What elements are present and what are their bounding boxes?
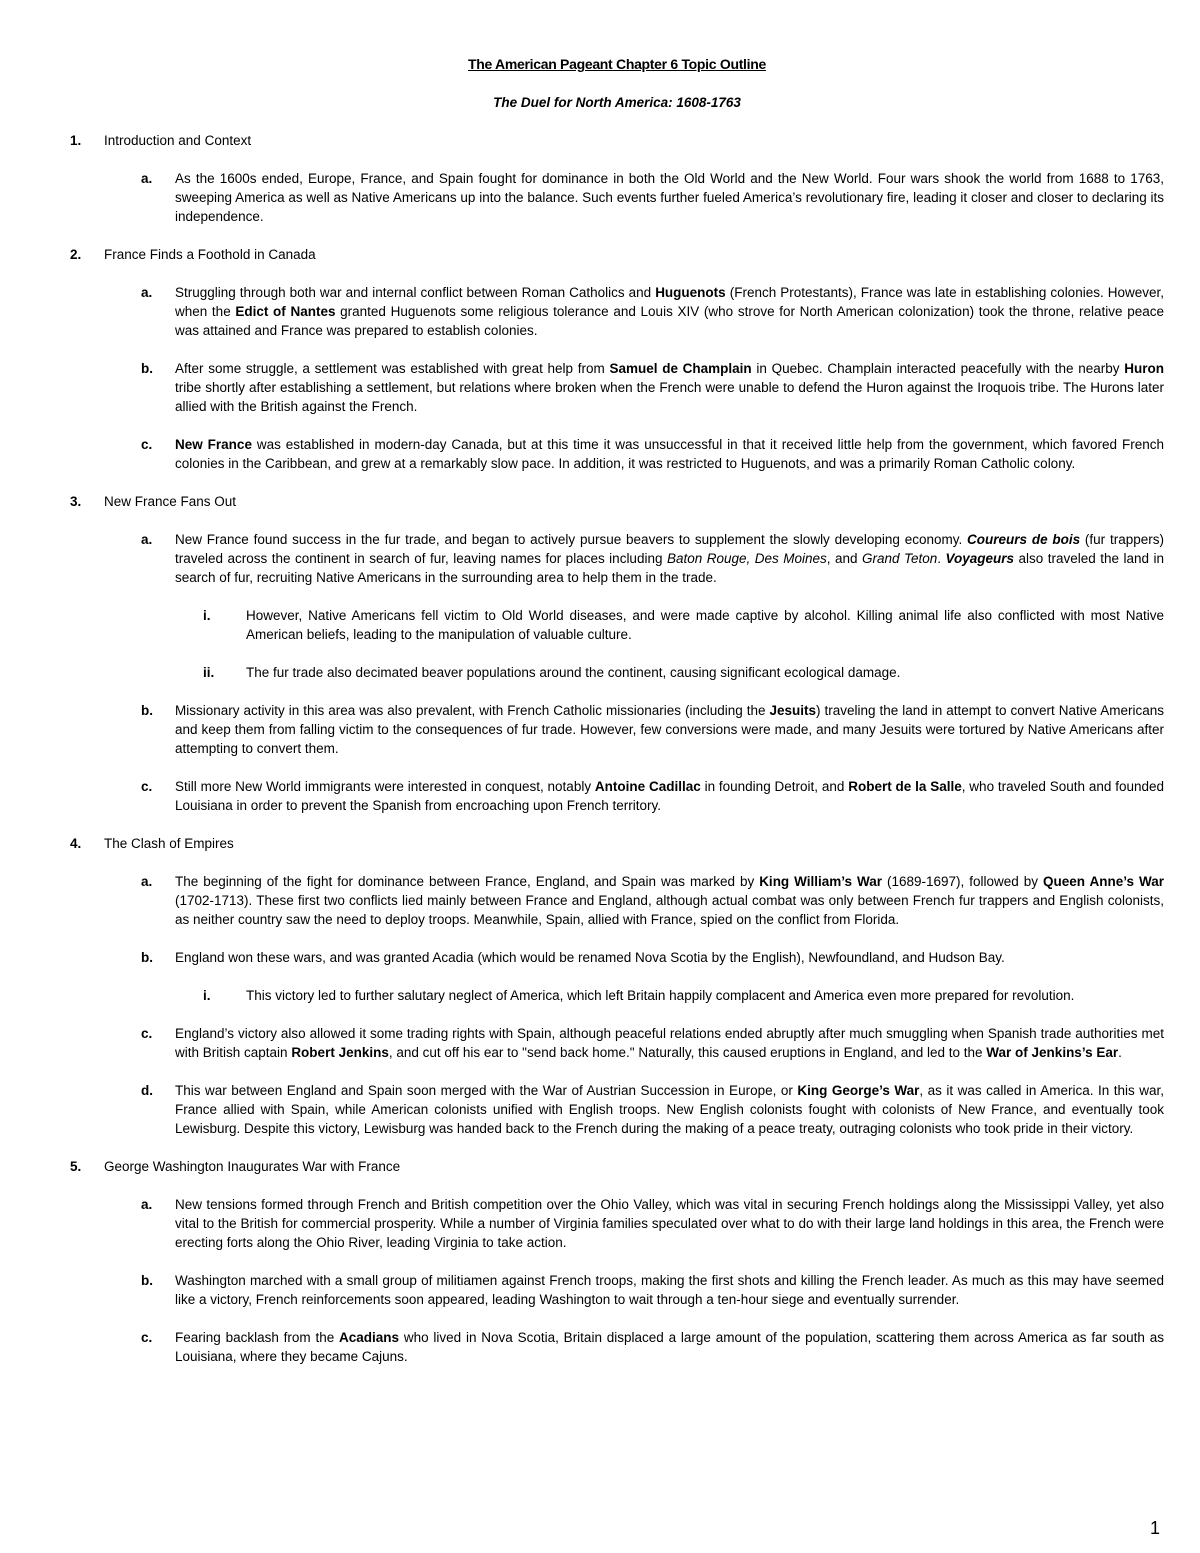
- item-label: c.: [141, 779, 153, 794]
- item-text: [175, 283, 1164, 340]
- text-run: (1689-1697), followed by: [882, 874, 1044, 889]
- outline-section: [70, 492, 1164, 511]
- bold-term: Huron: [1124, 361, 1164, 376]
- subitem-text: The fur trade also decimated beaver populations around the continent, causing significant ecological damage.: [246, 665, 901, 680]
- section-title: France Finds a Foothold in Canada: [104, 247, 316, 262]
- bold-term: Jesuits: [769, 703, 816, 718]
- outline-subitem: [201, 663, 1164, 682]
- outline-section: [70, 1157, 1164, 1176]
- item-label: a.: [141, 285, 153, 300]
- item-text: [175, 701, 1164, 758]
- outline-subitem: [201, 606, 1164, 644]
- text-run: Struggling through both war and internal conflict between Roman Catholics and: [175, 285, 656, 300]
- text-run: This war between England and Spain soon merged with the War of Austrian Succession in Europe, or: [175, 1083, 798, 1098]
- item-text: [175, 872, 1164, 929]
- item-text: [175, 777, 1164, 815]
- section-number: 5.: [70, 1159, 82, 1174]
- text-run: tribe shortly after establishing a settlement, but relations where broken when the French were unable to defend the Huron against the Iroquois tribe. The Hurons later allied with the British against the French.: [175, 380, 1164, 414]
- bold-term: Voyageurs: [945, 551, 1014, 566]
- bold-term: New France: [175, 437, 252, 452]
- section-title: The Clash of Empires: [104, 836, 234, 851]
- outline-item: [141, 169, 1164, 226]
- outline-item: [141, 1024, 1164, 1062]
- subitem-text: However, Native Americans fell victim to Old World diseases, and were made captive by alcohol. Killing animal life also conflicted with most Native American beliefs, leading to the manipulation of valuable culture.: [246, 608, 1164, 642]
- subitem-text: This victory led to further salutary neglect of America, which left Britain happily complacent and America even more prepared for revolution.: [246, 988, 1075, 1003]
- bold-term: Robert Jenkins: [291, 1045, 389, 1060]
- outline-section: [70, 131, 1164, 150]
- item-text: [175, 1271, 1164, 1309]
- text-run: Missionary activity in this area was also prevalent, with French Catholic missionaries (including the: [175, 703, 770, 718]
- text-run: (French Protestants), France was late in establishing colonies. However, when the: [175, 285, 1164, 319]
- item-text: [175, 1195, 1164, 1252]
- item-text: [175, 1081, 1164, 1138]
- text-run: As the 1600s ended, Europe, France, and Spain fought for dominance in both the Old World and the New World. Four wars shook the world from 1688 to 1763, sweeping America as well as Native Americans up into the balance. Such events further fueled America’s revolutionary fire, leading it closer and closer to declaring its independence.: [175, 171, 1164, 224]
- item-label: b.: [141, 1273, 153, 1288]
- section-number: 1.: [70, 133, 82, 148]
- bold-term: Acadians: [339, 1330, 400, 1345]
- item-text: [175, 1024, 1164, 1062]
- section-number: 4.: [70, 836, 82, 851]
- text-run: New tensions formed through French and British competition over the Ohio Valley, which was vital in securing French holdings along the Mississippi Valley, yet also vital to the British for commercial prosperity. While a number of Virginia families speculated over what to do with their large land holdings in this area, the French were erecting forts along the Ohio River, leading Virginia to take action.: [175, 1197, 1164, 1250]
- bold-term: Queen Anne’s War: [1043, 874, 1164, 889]
- text-run: who lived in Nova Scotia, Britain displaced a large amount of the population, scattering them across America as far south as Louisiana, where they became Cajuns.: [175, 1330, 1164, 1364]
- text-run: , as it was called in America. In this war, France allied with Spain, while American colonists unified with English troops. New English colonists fought with colonists of New France, and eventually took Lewisburg. Despite this victory, Lewisburg was handed back to the French during the making of a peace treaty, outraging colonists who took pride in their victory.: [175, 1083, 1164, 1136]
- outline-item: [141, 872, 1164, 929]
- bold-term: Samuel de Champlain: [609, 361, 752, 376]
- item-label: c.: [141, 1026, 153, 1041]
- item-label: b.: [141, 361, 153, 376]
- topic-outline: [70, 131, 1164, 1366]
- text-run: New France found success in the fur trade, and began to actively pursue beavers to supplement the slowly developing economy.: [175, 532, 968, 547]
- text-run: The beginning of the fight for dominance between France, England, and Spain was marked by: [175, 874, 760, 889]
- page-number: 1: [1150, 1518, 1161, 1538]
- outline-item: [141, 1081, 1164, 1138]
- bold-term: Coureurs de bois: [967, 532, 1081, 547]
- subitem-label: ii.: [203, 665, 215, 680]
- text-run: England won these wars, and was granted Acadia (which would be renamed Nova Scotia by the English), Newfoundland, and Hudson Bay.: [175, 950, 1005, 965]
- subitem-label: i.: [203, 608, 211, 623]
- subitem-label: i.: [203, 988, 211, 1003]
- outline-item: [141, 948, 1164, 967]
- item-text: [175, 948, 1164, 967]
- item-label: b.: [141, 703, 153, 718]
- item-label: c.: [141, 437, 153, 452]
- section-number: 2.: [70, 247, 82, 262]
- item-label: a.: [141, 1197, 153, 1212]
- section-number: 3.: [70, 494, 82, 509]
- bold-term: King George’s War: [797, 1083, 920, 1098]
- bold-term: War of Jenkins’s Ear: [986, 1045, 1119, 1060]
- item-label: d.: [141, 1083, 153, 1098]
- text-run: granted Huguenots some religious tolerance and Louis XIV (who strove for North American colonization) took the throne, relative peace was attained and France was prepared to establish colonies.: [175, 304, 1165, 338]
- text-run: (1702-1713). These first two conflicts lied mainly between France and England, although actual combat was only between French fur trappers and English colonists, as neither country saw the need to deploy troops. Meanwhile, Spain, allied with France, spied on the conflict from Florida.: [175, 893, 1164, 927]
- text-run: .: [1118, 1045, 1122, 1060]
- bold-term: Robert de la Salle: [848, 779, 962, 794]
- outline-section: [70, 834, 1164, 853]
- text-run: After some struggle, a settlement was established with great help from: [175, 361, 610, 376]
- text-run: Washington marched with a small group of militiamen against French troops, making the first shots and killing the French leader. As much as this may have seemed like a victory, French reinforcements soon appeared, leading Washington to wait through a ten-hour siege and eventually surrender.: [175, 1273, 1164, 1307]
- item-text: [175, 530, 1164, 587]
- text-run: England’s victory also allowed it some trading rights with Spain, although peaceful relations ended abruptly after much smuggling when Spanish trade authorities met with British captain: [175, 1026, 1164, 1060]
- outline-subitem: [201, 986, 1164, 1005]
- bold-term: King William’s War: [759, 874, 883, 889]
- outline-section: [70, 245, 1164, 264]
- outline-item: [141, 1328, 1164, 1366]
- outline-item: [141, 359, 1164, 416]
- text-run: Still more New World immigrants were interested in conquest, notably: [175, 779, 595, 794]
- item-label: a.: [141, 171, 153, 186]
- item-label: c.: [141, 1330, 153, 1345]
- outline-item: [141, 777, 1164, 815]
- italic-term: Baton Rouge, Des Moines: [666, 551, 827, 566]
- bold-term: Edict of Nantes: [235, 304, 336, 319]
- item-label: a.: [141, 532, 153, 547]
- text-run: was established in modern-day Canada, but at this time it was unsuccessful in that it received little help from the government, which favored French colonies in the Caribbean, and grew at a remarkably slow pace. In addition, it was restricted to Huguenots, and was a primarily Roman Catholic colony.: [175, 437, 1164, 471]
- item-label: a.: [141, 874, 153, 889]
- text-run: , and cut off his ear to "send back home." Naturally, this caused eruptions in England, and led to the: [388, 1045, 987, 1060]
- outline-item: [141, 435, 1164, 473]
- section-title: George Washington Inaugurates War with France: [104, 1159, 401, 1174]
- text-run: (fur trappers) traveled across the continent in search of fur, leaving names for places including: [175, 532, 1164, 566]
- document-subtitle: The Duel for North America: 1608-1763: [493, 95, 741, 110]
- item-text: [175, 169, 1164, 226]
- item-label: b.: [141, 950, 153, 965]
- item-text: [175, 1328, 1164, 1366]
- document-title: The American Pageant Chapter 6 Topic Outline: [468, 56, 766, 72]
- italic-term: Grand Teton: [861, 551, 938, 566]
- document-body: [70, 55, 1164, 1366]
- item-text: [175, 435, 1164, 473]
- outline-item: [141, 1271, 1164, 1309]
- section-title: Introduction and Context: [104, 133, 252, 148]
- bold-term: Huguenots: [655, 285, 726, 300]
- text-run: in Quebec. Champlain interacted peacefully with the nearby: [751, 361, 1125, 376]
- outline-item: [141, 701, 1164, 758]
- text-run: ) traveling the land in attempt to convert Native Americans and keep them from falling victim to the consequences of fur trade. However, few conversions were made, and many Jesuits were tortured by Native Americans after attempting to convert them.: [175, 703, 1164, 756]
- text-run: , and: [826, 551, 862, 566]
- bold-term: Antoine Cadillac: [594, 779, 701, 794]
- outline-item: [141, 283, 1164, 340]
- text-run: Fearing backlash from the: [175, 1330, 340, 1345]
- text-run: .: [937, 551, 946, 566]
- text-run: in founding Detroit, and: [700, 779, 849, 794]
- text-run: , who traveled South and founded Louisiana in order to prevent the Spanish from encroaching upon French territory.: [175, 779, 1164, 813]
- text-run: also traveled the land in search of fur, recruiting Native Americans in the surrounding area to help them in the trade.: [175, 551, 1164, 585]
- outline-item: [141, 1195, 1164, 1252]
- outline-item: [141, 530, 1164, 587]
- section-title: New France Fans Out: [104, 494, 237, 509]
- item-text: [175, 359, 1164, 416]
